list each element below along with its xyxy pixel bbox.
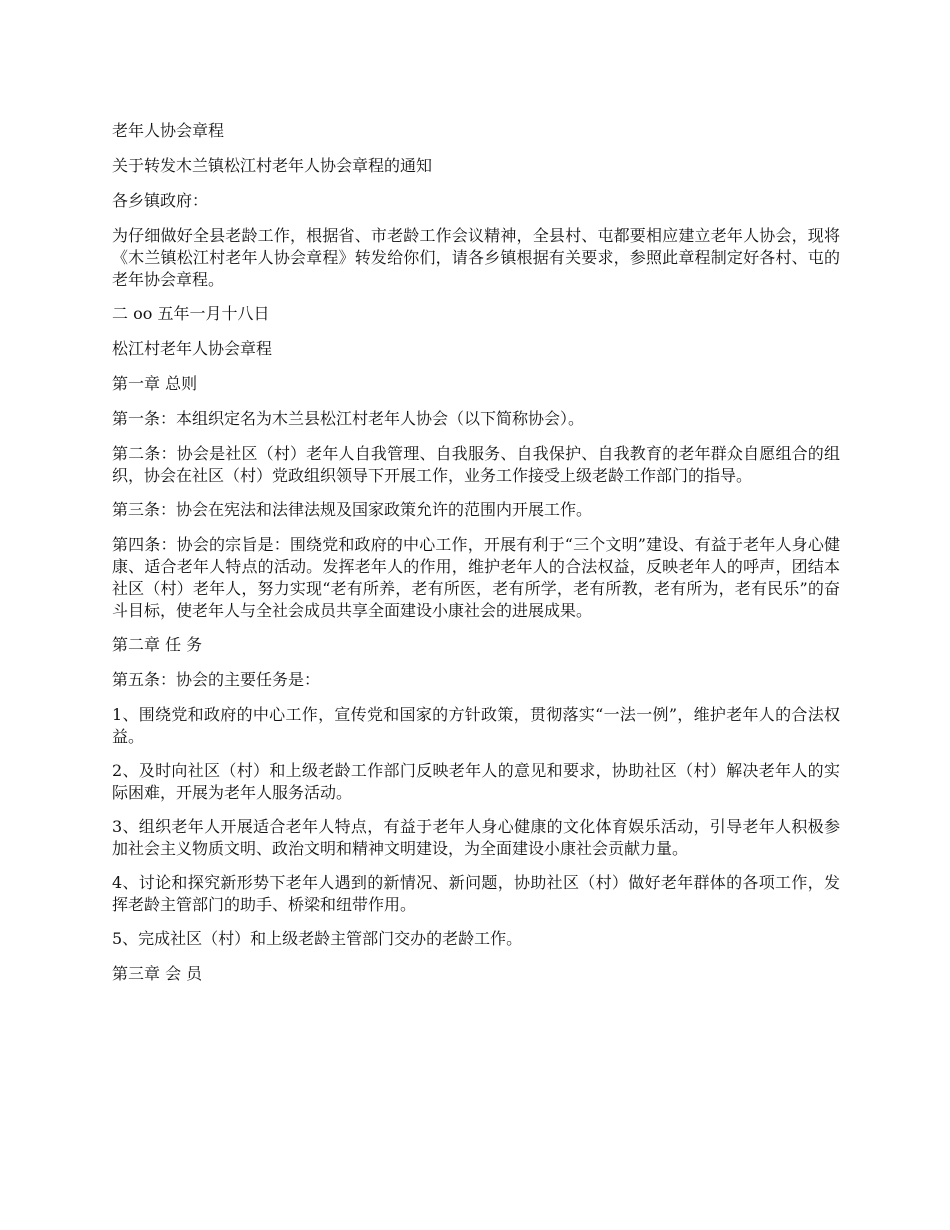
chapter-heading: 第一章 总则 <box>112 374 198 393</box>
task-item: 1、围绕党和政府的中心工作，宣传党和国家的方针政策，贯彻落实“一法一例”，维护老年人的合法权益。 <box>112 705 840 746</box>
task-item: 4、讨论和探究新形势下老年人遇到的新情况、新问题，协助社区（村）做好老年群体的各项工作，发挥老龄主管部门的助手、桥梁和纽带作用。 <box>112 873 840 914</box>
article-paragraph: 第三条：协会在宪法和法律法规及国家政策允许的范围内开展工作。 <box>112 500 593 519</box>
charter-title: 松江村老年人协会章程 <box>112 339 273 358</box>
task-item: 5、完成社区（村）和上级老龄主管部门交办的老龄工作。 <box>112 929 523 948</box>
article-paragraph: 第四条：协会的宗旨是：围绕党和政府的中心工作，开展有利于“三个文明”建设、有益于老年人身心健康、适合老年人特点的活动。发挥老年人的作用，维护老年人的合法权益，反映老年人的呼声，团结本社区（村）老年人，努力实现“老有所养，老有所医，老有所学，老有所教，老有所为，老有民乐”的奋斗目标，使老年人与全社会成员共享全面建设小康社会的进展成果。 <box>112 535 840 620</box>
chapter-heading: 第二章 任 务 <box>112 635 203 654</box>
salutation: 各乡镇政府： <box>112 191 209 210</box>
article-paragraph: 第一条：本组织定名为木兰县松江村老年人协会（以下简称协会）。 <box>112 409 585 428</box>
task-item: 2、及时向社区（村）和上级老龄工作部门反映老年人的意见和要求，协助社区（村）解决老年人的实际困难，开展为老年人服务活动。 <box>112 761 840 802</box>
task-item: 3、组织老年人开展适合老年人特点，有益于老年人身心健康的文化体育娱乐活动，引导老年人积极参加社会主义物质文明、政治文明和精神文明建设，为全面建设小康社会贡献力量。 <box>112 817 840 858</box>
chapter-heading: 第三章 会 员 <box>112 964 203 983</box>
article-paragraph: 第五条：协会的主要任务是： <box>112 670 321 689</box>
doc-title: 老年人协会章程 <box>112 121 225 140</box>
article-paragraph: 第二条：协会是社区（村）老年人自我管理、自我服务、自我保护、自我教育的老年群众自愿组合的组织，协会在社区（村）党政组织领导下开展工作，业务工作接受上级老龄工作部门的指导。 <box>112 444 840 485</box>
notice-body: 为仔细做好全县老龄工作，根据省、市老龄工作会议精神，全县村、屯都要相应建立老年人协会，现将《木兰镇松江村老年人协会章程》转发给你们，请各乡镇根据有关要求，参照此章程制定好各村、屯的老年协会章程。 <box>112 226 840 289</box>
notice-title: 关于转发木兰镇松江村老年人协会章程的通知 <box>112 156 433 175</box>
notice-date: 二 oo 五年一月十八日 <box>112 304 270 323</box>
